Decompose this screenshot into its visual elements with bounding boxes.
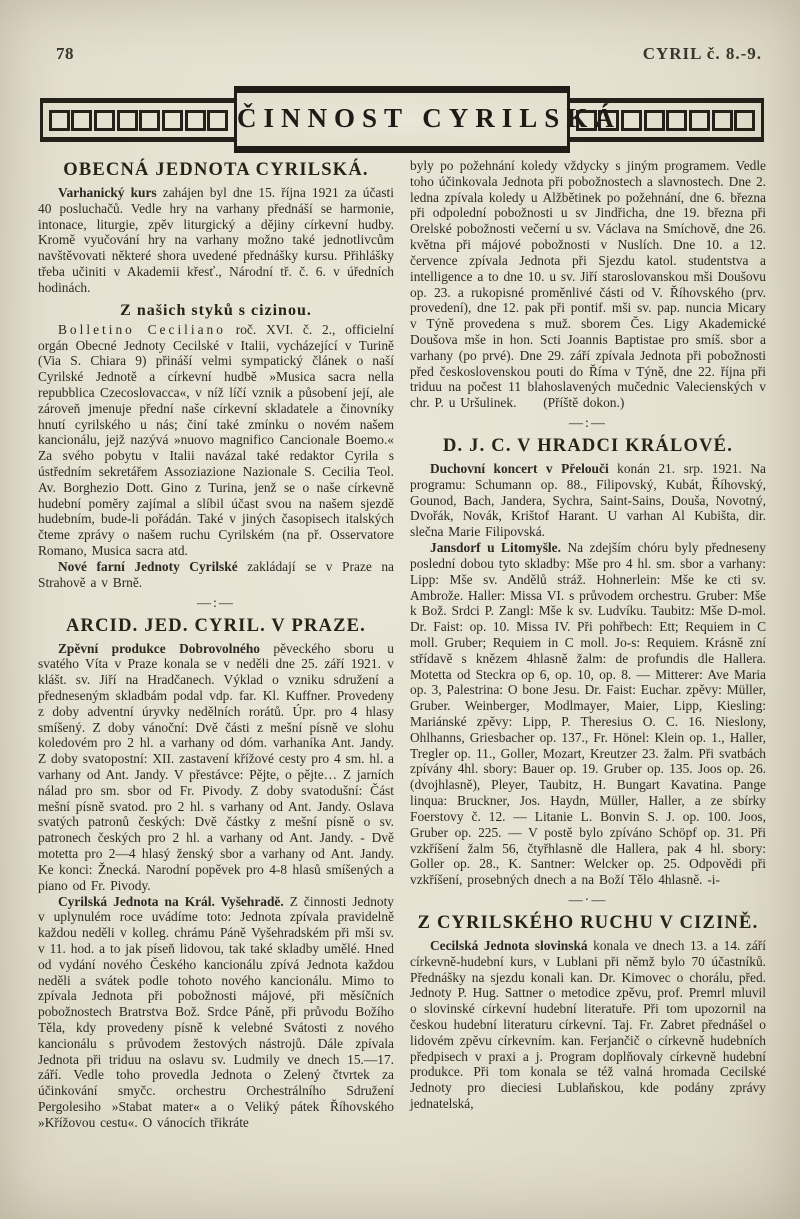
- paragraph-lead: Nové farní Jednoty Cyrilské: [58, 558, 238, 574]
- paragraph: [410, 158, 766, 411]
- paragraph-text: zakládají se v Praze na Strahově a v Brně.: [38, 558, 394, 590]
- ornament-square-icon: [689, 110, 710, 131]
- right-column: [410, 158, 766, 1179]
- ornament-square-icon: [734, 110, 755, 131]
- paragraph-lead: Bolletino Ceciliano: [58, 321, 226, 337]
- ornament-square-icon: [185, 110, 206, 131]
- ornament-square-icon: [162, 110, 183, 131]
- ornament-squares-left-icon: [40, 98, 237, 142]
- section-divider: —·—: [568, 892, 608, 908]
- ornament-square-icon: [207, 110, 228, 131]
- paragraph-lead: Duchovní koncert v Přelouči: [430, 461, 609, 476]
- paragraph: [38, 322, 394, 559]
- page-number: 78: [56, 44, 74, 63]
- paragraph-lead: Varhanický kurs: [58, 185, 157, 200]
- paragraph-text: konala ve dnech 13. a 14. září církevně-hudební kurs, v Lublani při němž bylo 70 účastníků. Přednášky na sjezdu konali kan. Dr. Kimovec o chorálu, před. Jednoty P. Hug. Sattner o metodice zpěvu, prof. Premrl mluvil o slovinské církevní hudební literatuře. Při tom upozornil na českou hudební literaturu církevní. Taj. Fr. Zabret přednášel o lidovém zpěvu církevním. kan. Ferjančič o církevně hudebních předpisech v praxi a j. Program doplňovaly církevně hudební produkce. Při tom konala se též valná hromada Cecilské Jednoty pro dieciesi Lublaňskou, kde podány zprávy jednatelská,: [410, 937, 766, 1112]
- section-banner: [40, 84, 764, 154]
- section-divider: —:—: [569, 416, 607, 431]
- paragraph: [38, 894, 394, 1131]
- ornament-square-icon: [644, 110, 665, 131]
- banner-title: ČINNOST CYRILSKÁ: [237, 102, 621, 133]
- ornament-square-icon: [71, 110, 92, 131]
- section-heading: ARCID. JED. CYRIL. V PRAZE.: [66, 615, 366, 636]
- paragraph-lead: Cyrilská Jednota na Král. Vyšehradě.: [58, 893, 284, 909]
- paragraph-text: roč. XVI. č. 2., officielní orgán Obecné Jednoty Cecilské v Italii, vycházející v Turině (Via S. Chiara 9) přináší velmi sympatický článek o naší Cyrilské Jednotě a církevní hudbě »Musica sacra nella repubblica Czecoslovacca«, v níž líčí vznik a působení její, ale zároveň jmenuje přední naše církevní skladatele a činovníky hnutí cyrilského u nás; činí také zmínku o novém našem kancionálu, jejž nazývá »nuovo magnifico Cancionale Boemo.« Za svého pobytu v Italii navázal také redaktor Cyrila s ústředním sekretářem Assoziazione Nazionale S. Cecilia Teol. Av. Borghezio Dott. Gino z Turina, jenž se o naše církevně hudební poměry zajímal a slíbil účast svou na našem sjezdě hudebním, bude-li pořádán. Také v jiných časopisech italských čteme zprávy o našem ruchu Cyrilském (na př. Osservatore Romano, Musica sacra atd.: [38, 321, 394, 559]
- section-subheading: Z našich styků s cizinou.: [120, 301, 312, 319]
- section-heading: OBECNÁ JEDNOTA CYRILSKÁ.: [63, 160, 369, 180]
- banner-box: [234, 86, 621, 153]
- text-columns: [38, 158, 766, 1179]
- ornament-square-icon: [94, 110, 115, 131]
- paragraph: [38, 641, 394, 894]
- ornament-square-icon: [666, 110, 687, 131]
- ornament-square-icon: [139, 110, 160, 131]
- paragraph-text: byly po požehnání koledy vždycky s jiným programem. Vedle toho účinkovala Jednota při pobožnostech a slavnostech. Dne 2. ledna zpívala koledy u Alžbětinek po požehnání, dne 6. března při odpolední pobožnosti u sv Jindřicha, dne 19. března při Orelské pobožnosti večerní u sv. Václava na Smíchově, dne 26. května při májové pobožnosti v Nuslích. Dne 10. a 12. července zpívala Jednota při Sjezdu katol. studentstva a intelligence a to dne 10. u sv. Jiří staroslovanskou mši Doušovu op. 23. a rukopisné proměnlivé části od V. Říhovského (prv. provedení), dne 12. pak při pontif. mši sv. pap. nuncia Micary v Týně provedena s muž. sborem Čes. Ligy Akademické Doušova mše in hon. Scti Joannis Baptistae pro smíš. sbor a varhany (po prvé). Dne 29. září zpívala Jednota při pobožnosti před československou pouti do Říma v Týně, dne 22. října při triduu na počest 11 blahoslavených mučednic Valecienských v chr. P. u Uršulinek. (Příště dokon.): [410, 158, 766, 411]
- paragraph-text: Z činnosti Jednoty v uplynulém roce uvádíme toto: Jednota zpívala pravidelně každou neděli v kolleg. chrámu Páně Vyšehradském při mši sv. v 11. hod. a to jak píseň lidovou, tak také skladby umělé. Hned od vydání nového Českého kancionálu zpívá Jednota každou neděli a svátek podle tohoto nového kancionálu. Mimo to zpívala Jednota při pobožnosti májové, při měsíčních pobožnostech Bratrstva Bož. Srdce Páně, při průvodu Božího Těla, kdy provedeny písně k velebné Svátosti z nového kancionálu s průvodem žestových nástrojů. Dále zpívala Jednota při triduu na oslavu sv. Ludmily ve dnech 15.—17. září. Vedle toho provedla Jednota o Zelený čtvrtek za účinkování smyčc. orchestru Orchestrálního Sdružení Pergolesiho »Stabat mater« a o Veliký pátek Říhovského »Křížovou cestu«. O vánocích třikráte: [38, 893, 394, 1130]
- paragraph-text: zahájen byl dne 15. října 1921 za účasti 40 posluchačů. Vedle hry na varhany přednáší se harmonie, intonace, liturgie, zpěv liturgický a dějiny církevní hudby. Kromě vyučování hry na varhany možno také jednotlivcům navštěvovati některé shora uvedené přednášky kursu. Přihlášky třeba učiniti v Akademii křesť., Národní tř. č. 6. v úředních hodinách.: [38, 185, 394, 295]
- paragraph: [410, 540, 766, 888]
- paragraph: [38, 559, 394, 591]
- paragraph-text: pěveckého sboru u svatého Víta v Praze konala se v neděli dne 25. září 1921. v klášt. sv. Jiří na Hradčanech. Výklad o vzniku sdružení a předneseným skladbám podal vdp. far. Kl. Kuffner. Provedeny z doby adventní úryvky nedělních rorátů. Úpr. pro 4 hlasy smíšený. Z doby vánoční: Dvě části z mešní písně ve slohu koledovém pro 2 hl. a varhany od dóm. varhaníka Ant. Jandy. Z doby svatopostní: XII. zastavení křížové cesty pro 4 sm. hl. a varhany od Ant. Jandy. V přestávce: Pějte, o pějte… Z jarních nálad pro sm. sbor od Fr. Pivody. Z doby svatodušní: Část mešní písně svatod. pro 2 hl. s varhany od Ant. Jandy. Oslava svatých patronů českých: Dvě částky z mešní písně o sv. patronech českých pro 2 hl. a varhany od Ant. Jandy. - Dvě motetta pro 2—4 hlasý ženský sbor a varhany od Ant. Jandy. Ke konci: Žnecká. Narodní popěvek pro 4-8 hlasů smíšených a piano od Fr. Pivody.: [38, 640, 394, 893]
- paragraph: [38, 185, 394, 296]
- paragraph-lead: Cecilská Jednota slovinská: [430, 937, 588, 953]
- paragraph: [410, 938, 766, 1112]
- page-header: [56, 44, 762, 64]
- paragraph-lead: Jansdorf u Litomyšle.: [430, 540, 561, 556]
- paragraph-lead: Zpěvní produkce Dobrovolného: [58, 640, 260, 656]
- ornament-square-icon: [117, 110, 138, 131]
- paragraph-text: Na zdejším chóru byly předneseny poslední dobou tyto skladby: Mše pro 4 hl. sm. sbor a varhany: Lipp: Mše sv. Andělů stráž. Hohnerlein: Mše ke cti sv. Ambrože. Haller: Missa VI. s průvodem orchestru. Gruber: Mše k Bož. Srdci P. Zangl: Mše k sv. Ludvíku. Taubitz: Mše D-mol. Dr. Faist: op. 10. Missa IV. Při pohřbech: Ett; Requiem in C moll. Gruber; Requiem in C moll. Jo-s: Requiem. Krásně zní střídavě s knězem 4hlasně žalm: de profundis dle Hallera. Motetta od Steckra op 6, op. 10, op. 8. — Mitterer: Ave Maria op. 3, Palestrina: O bone Jesu. Dr. Faist: Euchar. zpěvy: Müller, Gruber. Weinberger, Modlmayer, Maier, Lipp, Kiesling: Mariánské zpěvy: Lipp, P. Theresius O. C. 16. Nieslony, Ohlhanns, Griesbacher op. 137., Fr. Hönel: Klein op. 1., Haller, Tregler op. 11., Goller, Mozart, Kreutzer 23. žalm. Při svatbách zpívány 4hl. sbory: Bauer op. 19. Gruber op. 135. Joos op. 26. (dvojhlasně), Pleyer, Taubitz, H. Bungart Kavatina. Pange linqua: Bruckner, Jos. Haydn, Müller, Haller, a ze sbírky Foerstovy č. 12. — Litanie L. Bonvin S. J. op. 100. Joos, Gruber op. 225. — V postě bylo zpíváno Schöpf op. 31. Při vzkříšení žalm 56, čtyřhlasně dle Hallera, pak 4 hl. sbory: Goller op. 28., K. Santner: Welcker op. 25. Odpovědi při vzkříšení, prosebných dnech a na Boží Tělo 4hlasně. -i-: [410, 540, 766, 888]
- section-heading: D. J. C. V HRADCI KRÁLOVÉ.: [442, 436, 734, 456]
- paragraph-text: konán 21. srp. 1921. Na programu: Schumann op. 88., Filipovský, Kubát, Říhovský, Gounod, Bach, Jandera, Sychra, Saint-Sains, Douša, Novotný, Dvořák, Novák, Krištof Harant. U varhan Al Kubišta, dir. slečna Marie Filipovská.: [410, 461, 766, 540]
- left-column: [38, 158, 394, 1179]
- ornament-square-icon: [49, 110, 70, 131]
- ornament-square-icon: [621, 110, 642, 131]
- issue-label: CYRIL č. 8.-9.: [642, 44, 762, 63]
- paragraph: [410, 461, 766, 540]
- section-divider: —:—: [197, 595, 235, 611]
- section-heading: Z CYRILSKÉHO RUCHU V CIZINĚ.: [417, 912, 759, 933]
- ornament-square-icon: [712, 110, 733, 131]
